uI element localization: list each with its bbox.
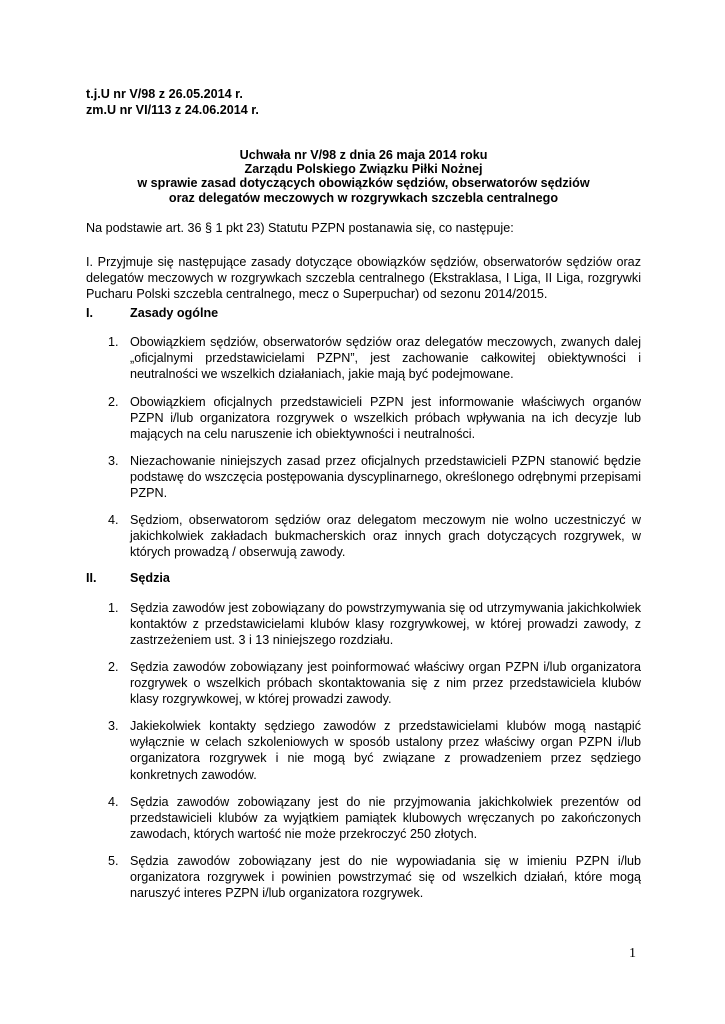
list-item [108,600,641,649]
legal-basis: Na podstawie art. 36 § 1 pkt 23) Statutu PZPN postanawia się, co następuje: [86,221,514,235]
item-text: Jakiekolwiek kontakty sędziego zawodów z przedstawicielami klubów mogą nastąpić wyłącznie w celach szkoleniowych w sposób ustalony przez właściwy organ PZPN i/lub organizatora rozgrywek i nie mogą być związane z prowadzeniem przez sędziego konkretnych zawodów. [130,719,641,782]
item-text: Obowiązkiem sędziów, obserwatorów sędziów oraz delegatów meczowych, zwanych dalej „oficjalnymi przedstawicielami PZPN”, jest zachowanie całkowitej obiektywności i neutralności we wszelkich działaniach, jakie mają być podejmowane. [130,335,641,382]
section-numeral: II. [86,571,97,585]
item-number: 2. [108,395,119,409]
section-heading-general [86,305,218,321]
section-title: Zasady ogólne [130,306,219,320]
item-number: 3. [108,454,119,468]
list-item [108,512,641,561]
item-number: 2. [108,660,119,674]
list-item [108,394,641,443]
item-text: Sędzia zawodów jest zobowiązany do powstrzymywania się od utrzymywania jakichkolwiek kontaktów z przedstawicielami klubów klasy rozgrywkowej, w której prowadzi zawody, z zastrzeżeniem ust. 3 i 13 niniejszego rozdziału. [130,601,641,648]
item-text: Sędzia zawodów zobowiązany jest do nie przyjmowania jakichkolwiek prezentów od przedstawicieli klubów za wyjątkiem pamiątek klubowych wręczanych po zakończonych zawodach, których wartość nie może przekroczyć 250 złotych. [130,795,641,842]
item-number: 1. [108,335,119,349]
list-item [108,853,641,902]
item-number: 4. [108,513,119,527]
title-line-2: Zarządu Polskiego Związku Piłki Nożnej [244,162,483,177]
title-line-3: w sprawie zasad dotyczących obowiązków sędziów, obserwatorów sędziów [137,176,590,191]
list-item [108,794,641,843]
list-item [108,334,641,383]
reference-line-2: zm.U nr VI/113 z 24.06.2014 r. [86,102,259,117]
list-item [108,659,641,708]
section-title: Sędzia [130,571,170,585]
title-line-1: Uchwała nr V/98 z dnia 26 maja 2014 roku [239,148,488,162]
item-number: 3. [108,719,119,733]
page-number: 1 [629,946,636,961]
section-heading-referee [86,570,170,586]
resolution-title [86,148,641,205]
list-item [108,453,641,502]
intro-paragraph: I. Przyjmuje się następujące zasady dotyczące obowiązków sędziów, obserwatorów sędziów oraz delegatów meczowych w rozgrywkach szczebla centralnego (Ekstraklasa, I Liga, II Liga, rozgrywki Pucharu Polski szczebla centralnego, mecz o Superpuchar) od sezonu 2014/2015. [86,255,641,302]
document-reference [86,87,259,118]
item-number: 4. [108,795,119,809]
item-text: Obowiązkiem oficjalnych przedstawicieli PZPN jest informowanie właściwych organów PZPN i/lub organizatora rozgrywek o wszelkich próbach wpływania na ich decyzje lub mających na celu naruszenie ich obiektywności i neutralności. [130,395,641,442]
item-number: 5. [108,854,119,868]
item-text: Sędzia zawodów zobowiązany jest do nie wypowiadania się w imieniu PZPN i/lub organizatora rozgrywek i powinien powstrzymać się od wszelkich działań, które mogą naruszyć interes PZPN i/lub organizatora rozgrywek. [130,854,641,901]
item-text: Sędzia zawodów zobowiązany jest poinformować właściwy organ PZPN i/lub organizatora rozgrywek o wszelkich próbach skontaktowania się z nim przez przedstawiciela klubów klasy rozgrywkowej, w której prowadzi zawody. [130,660,641,707]
item-number: 1. [108,601,119,615]
section-numeral: I. [86,306,93,320]
list-item [108,718,641,783]
item-text: Sędziom, obserwatorom sędziów oraz delegatom meczowym nie wolno uczestniczyć w jakichkolwiek zakładach bukmacherskich oraz innych grach dotyczących rozgrywek, w których prowadzą / obserwują zawody. [130,513,641,560]
title-line-4: oraz delegatów meczowych w rozgrywkach szczebla centralnego [168,190,559,205]
reference-line-1: t.j.U nr V/98 z 26.05.2014 r. [86,87,243,101]
item-text: Niezachowanie niniejszych zasad przez oficjalnych przedstawicieli PZPN stanowić będzie podstawę do wszczęcia postępowania dyscyplinarnego, określonego odrębnymi przepisami PZPN. [130,454,641,501]
